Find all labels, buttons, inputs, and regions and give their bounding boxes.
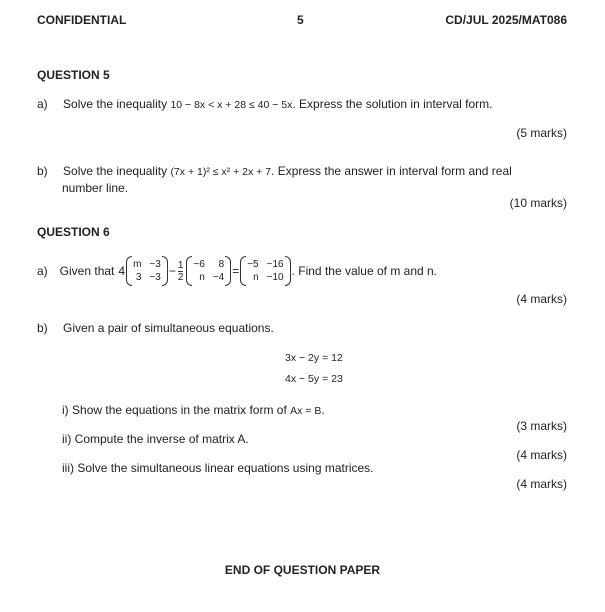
text: i) [62,403,69,417]
q5a-marks: (5 marks) [516,126,567,140]
text: 1 [177,259,184,271]
text: Compute the inverse of matrix A. [74,432,249,446]
fraction-half [178,260,184,283]
question-5-title: QUESTION 5 [37,68,110,82]
matrix-entries [132,259,162,283]
text: 8 [218,259,225,270]
part-label: a) [37,264,48,278]
q5a-math: 10 − 8x < x + 28 ≤ 40 − 5x [170,99,293,111]
text: −10 [266,272,284,283]
coefficient: 4 [118,264,126,278]
matrix-entries [192,259,225,283]
q5a [37,97,492,111]
text: . [321,403,325,417]
question-6-title: QUESTION 6 [37,225,110,239]
part-label: b) [37,164,48,178]
equation-1: 3x − 2y = 12 [285,352,343,364]
bracket [285,256,291,286]
text: m [133,259,142,270]
part-label: a) [37,97,48,111]
text: −5 [247,259,259,270]
text: −16 [266,259,284,270]
equals-sign: = [232,264,240,278]
text: Ax = B [290,405,322,417]
matrix-2 [186,256,231,286]
text: −3 [149,272,161,283]
text: −4 [212,272,225,283]
q6a-post: . Find the value of m and n. [291,264,438,278]
q5a-text: Solve the inequality [63,97,168,111]
bracket [162,256,168,286]
text: 2 [177,271,184,283]
bracket [225,256,231,286]
q5b-marks: (10 marks) [509,196,567,210]
q6a [37,256,437,286]
q5b-line2: number line. [62,181,129,195]
q6b-ii [62,432,249,446]
q5b-math: (7x + 1)² ≤ x² + 2x + 7 [170,166,272,178]
text: −6 [193,259,205,270]
q5b [37,164,512,178]
header-confidential: CONFIDENTIAL [37,13,127,27]
matrix-1 [126,256,168,286]
text: iii) [62,461,74,475]
q6b-i-marks: (3 marks) [516,419,567,433]
text: Solve the simultaneous linear equations using matrices. [77,461,374,475]
end-of-paper: END OF QUESTION PAPER [224,563,381,577]
equation-2: 4x − 5y = 23 [285,373,343,385]
q5b-post: . Express the answer in interval form and real [271,164,512,178]
part-label: b) [37,321,48,335]
q6b [37,321,274,335]
q5a-post: . Express the solution in interval form. [292,97,493,111]
q6b-iii-marks: (4 marks) [516,477,567,491]
text: ii) [62,432,72,446]
text: n [253,272,259,283]
text: n [199,272,205,283]
q6b-iii [62,461,374,475]
text: −3 [149,259,161,270]
q6b-ii-marks: (4 marks) [516,448,567,462]
text: Show the equations in the matrix form of [72,403,287,417]
matrix-entries [246,259,284,283]
q6a-text: Given that [59,264,115,278]
q5b-text: Solve the inequality [63,164,168,178]
minus-sign: − [168,264,176,278]
q6b-text: Given a pair of simultaneous equations. [63,321,274,335]
header-code: CD/JUL 2025/MAT086 [445,13,567,27]
q6b-i [62,403,325,417]
matrix-3 [240,256,290,286]
text: 3 [135,272,142,283]
page-number: 5 [297,13,304,27]
q6a-marks: (4 marks) [516,292,567,306]
